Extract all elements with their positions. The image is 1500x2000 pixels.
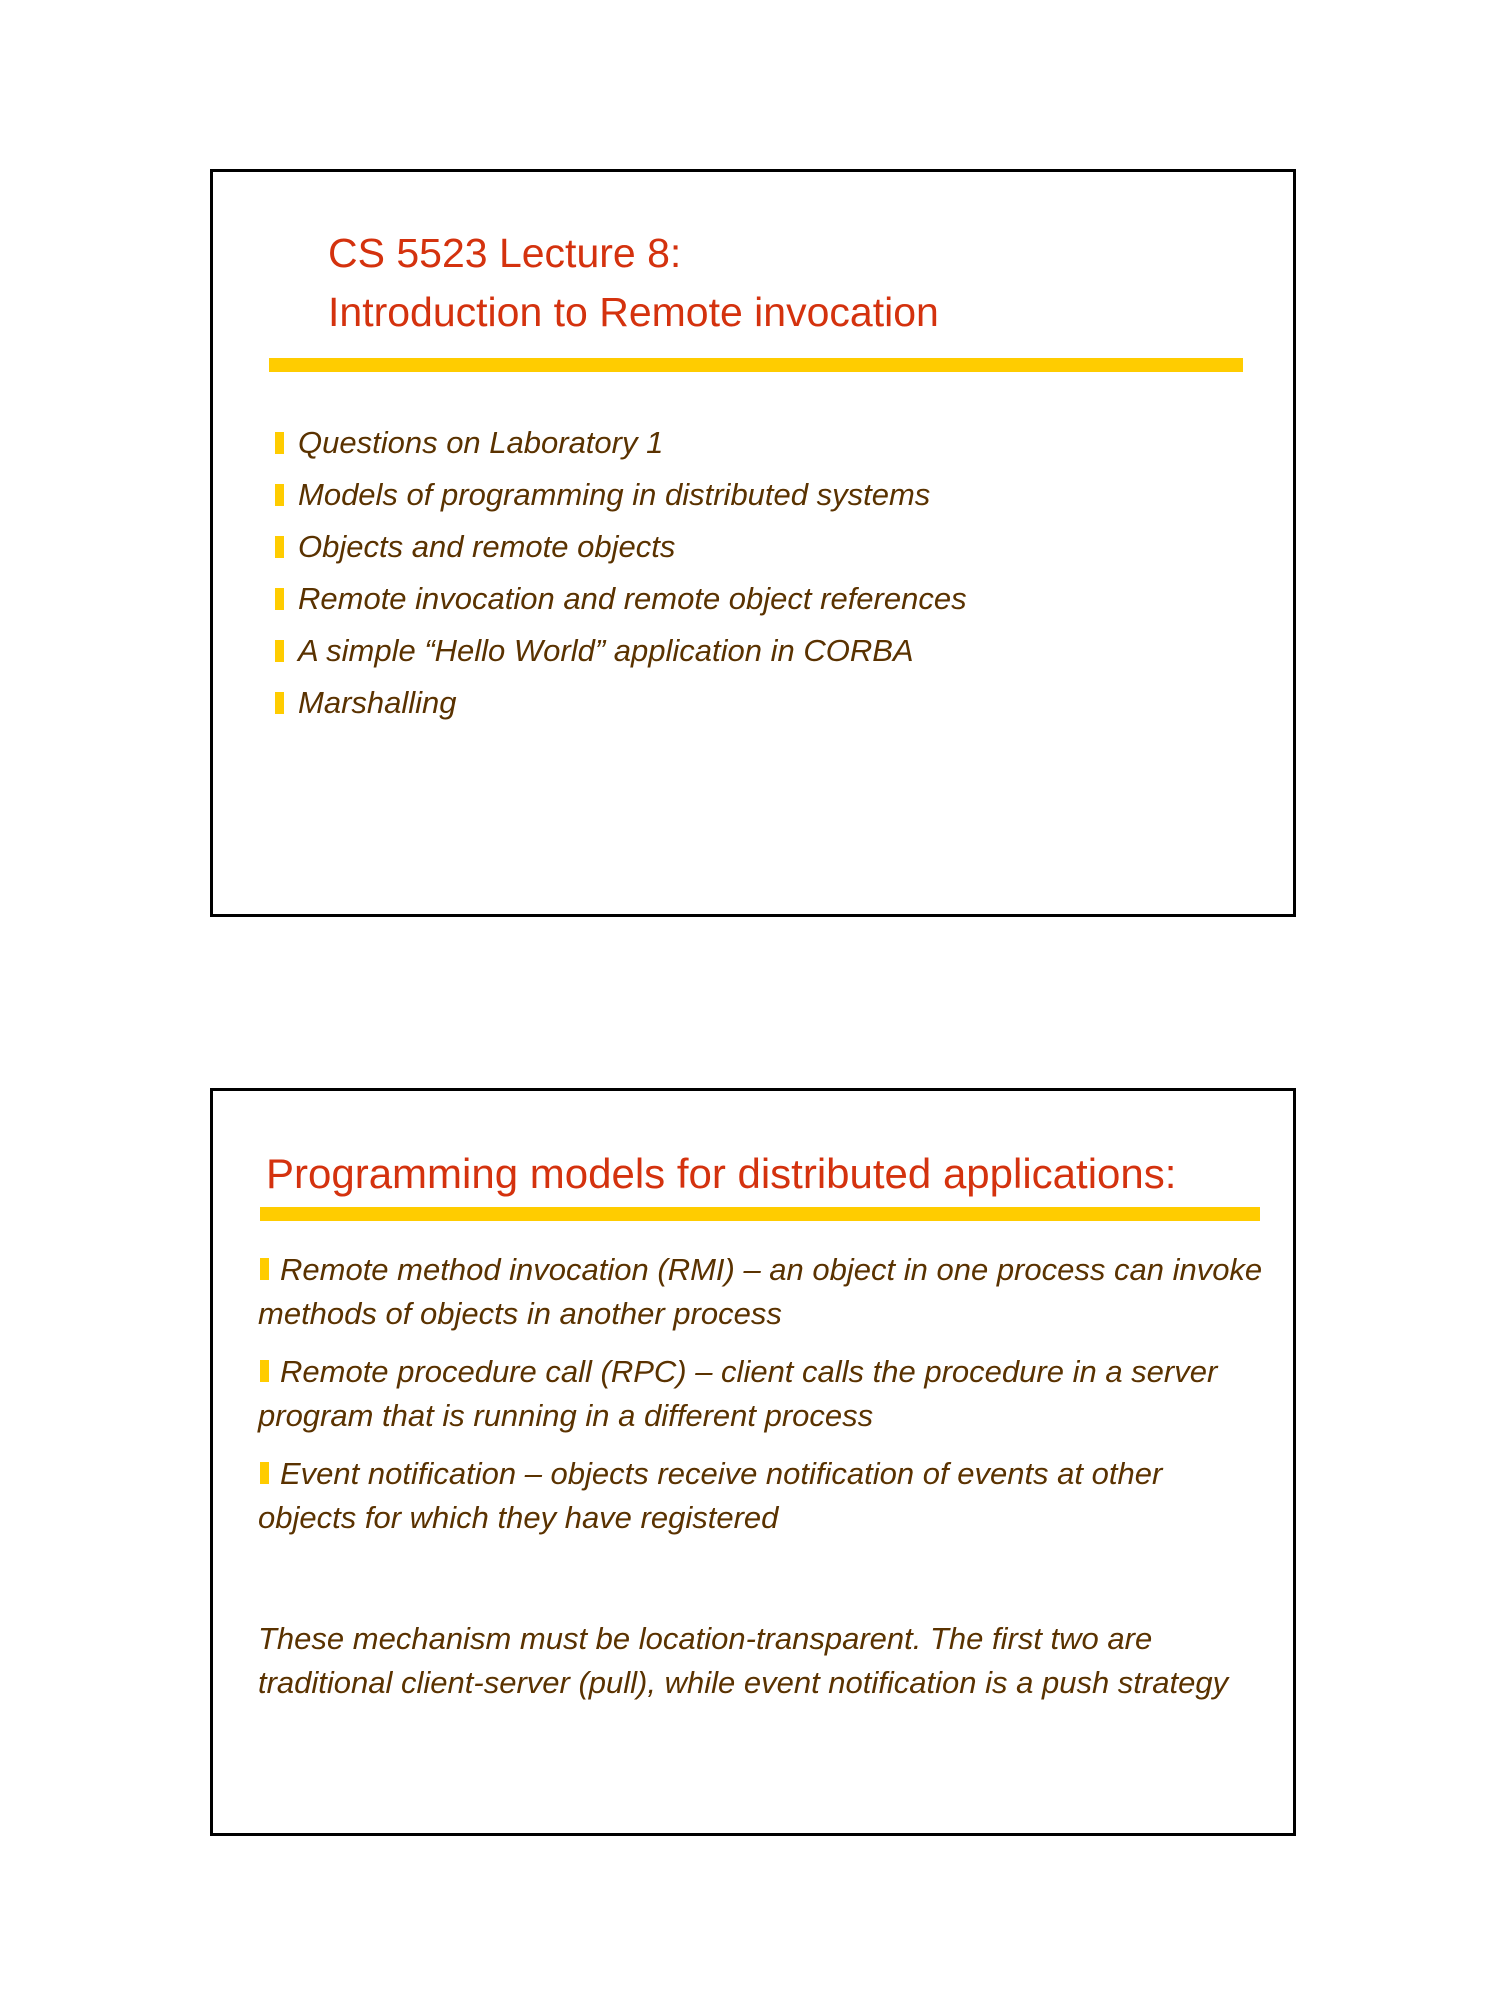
slide-1-title xyxy=(328,224,939,342)
bullet-marker-icon xyxy=(275,536,284,558)
bullet-text: Questions on Laboratory 1 xyxy=(298,425,664,460)
bullet-item xyxy=(273,685,967,737)
bullet-marker-icon xyxy=(260,1462,269,1484)
bullet-marker-icon xyxy=(275,588,284,610)
bullet-text: Remote method invocation (RMI) – an object in one process can invoke methods of objects in another process xyxy=(258,1252,1263,1331)
bullet-marker-icon xyxy=(275,432,284,454)
slide-1-title-line-1: CS 5523 Lecture 8: xyxy=(328,230,682,276)
bullet-item xyxy=(273,425,967,477)
bullet-text: Remote procedure call (RPC) – client calls the procedure in a server program that is running in a different process xyxy=(258,1354,1218,1433)
slide-1-title-line-2: Introduction to Remote invocation xyxy=(328,289,939,335)
bullet-item xyxy=(273,581,967,633)
bullet-text: Marshalling xyxy=(298,685,457,720)
slide-2-note: These mechanism must be location-transparent. The first two are traditional client-server (pull), while event notification is a push strategy xyxy=(258,1621,1229,1700)
bullet-text: Models of programming in distributed systems xyxy=(298,477,931,512)
bullet-item xyxy=(258,1452,1268,1540)
slide-1-bullet-list xyxy=(273,425,967,737)
bullet-text: A simple “Hello World” application in CORBA xyxy=(298,633,914,668)
bullet-item xyxy=(258,1350,1268,1438)
slide-2-bullet-list xyxy=(258,1248,1268,1554)
bullet-item xyxy=(273,633,967,685)
bullet-item xyxy=(273,529,967,581)
bullet-text: Remote invocation and remote object references xyxy=(298,581,967,616)
bullet-text: Objects and remote objects xyxy=(298,529,676,564)
slide-1 xyxy=(210,169,1296,917)
slide-2-title-underline xyxy=(260,1207,1260,1221)
bullet-text: Event notification – objects receive notification of events at other objects for which they have registered xyxy=(258,1456,1163,1535)
bullet-item xyxy=(258,1248,1268,1336)
bullet-item xyxy=(273,477,967,529)
slide-1-title-underline xyxy=(269,358,1243,372)
slide-2 xyxy=(210,1088,1296,1836)
bullet-marker-icon xyxy=(275,640,284,662)
bullet-marker-icon xyxy=(260,1258,269,1280)
bullet-marker-icon xyxy=(275,484,284,506)
slide-2-title: Programming models for distributed applications: xyxy=(266,1150,1177,1197)
bullet-marker-icon xyxy=(260,1360,269,1382)
bullet-marker-icon xyxy=(275,692,284,714)
